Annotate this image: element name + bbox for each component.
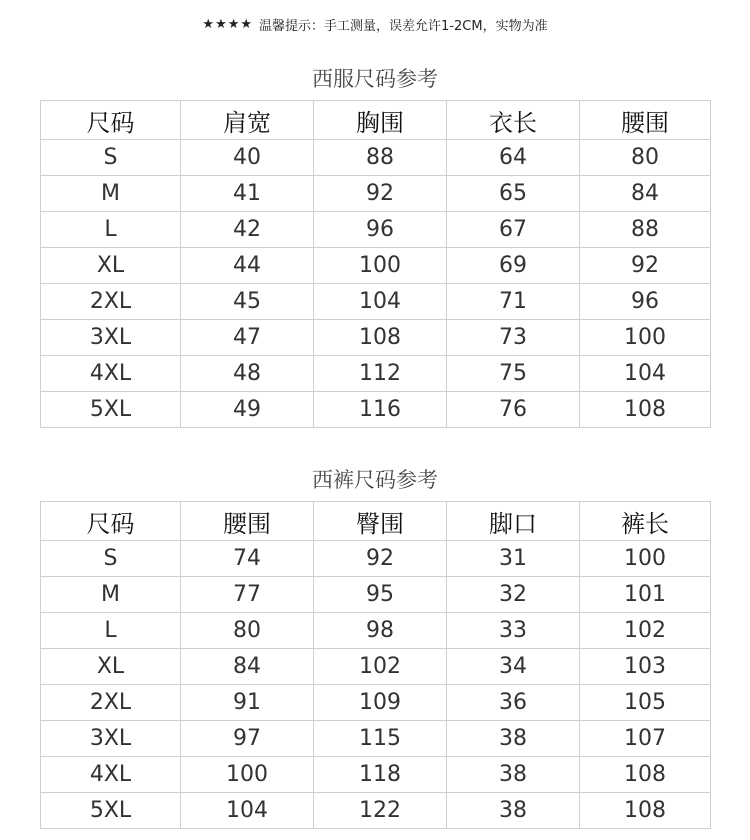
table-row <box>41 212 711 248</box>
measurement-cell: 65 <box>447 176 580 212</box>
size-label-cell: XL <box>41 649 181 685</box>
size-label-cell: 3XL <box>41 320 181 356</box>
table-row <box>41 176 711 212</box>
size-label-cell: 5XL <box>41 793 181 829</box>
header-cell: 尺码 <box>41 101 181 140</box>
measurement-cell: 47 <box>181 320 314 356</box>
measurement-cell: 48 <box>181 356 314 392</box>
measurement-cell: 38 <box>447 721 580 757</box>
measurement-cell: 74 <box>181 541 314 577</box>
size-label-cell: 5XL <box>41 392 181 428</box>
star-icons: ★★★★ <box>202 16 254 32</box>
header-cell: 腰围 <box>181 502 314 541</box>
size-label-cell: 4XL <box>41 356 181 392</box>
measurement-cell: 112 <box>314 356 447 392</box>
table-header-row <box>41 101 711 140</box>
measurement-cell: 102 <box>314 649 447 685</box>
measurement-cell: 42 <box>181 212 314 248</box>
size-label-cell: M <box>41 577 181 613</box>
measurement-cell: 100 <box>314 248 447 284</box>
pants-size-title: 西裤尺码参考 <box>312 468 438 492</box>
measurement-cell: 76 <box>447 392 580 428</box>
header-cell: 腰围 <box>580 101 711 140</box>
size-label-cell: L <box>41 613 181 649</box>
measurement-cell: 104 <box>181 793 314 829</box>
measurement-cell: 118 <box>314 757 447 793</box>
header-cell: 胸围 <box>314 101 447 140</box>
measurement-cell: 108 <box>580 757 711 793</box>
jacket-size-table <box>40 100 711 428</box>
measurement-cell: 88 <box>580 212 711 248</box>
measurement-cell: 100 <box>580 320 711 356</box>
measurement-cell: 80 <box>580 140 711 176</box>
measurement-cell: 96 <box>580 284 711 320</box>
measurement-cell: 33 <box>447 613 580 649</box>
measurement-cell: 109 <box>314 685 447 721</box>
measurement-cell: 108 <box>314 320 447 356</box>
measurement-cell: 100 <box>181 757 314 793</box>
table-row <box>41 793 711 829</box>
size-label-cell: 3XL <box>41 721 181 757</box>
measurement-cell: 67 <box>447 212 580 248</box>
measurement-cell: 91 <box>181 685 314 721</box>
measurement-cell: 107 <box>580 721 711 757</box>
jacket-table-body <box>41 140 711 428</box>
measurement-cell: 84 <box>181 649 314 685</box>
measurement-cell: 36 <box>447 685 580 721</box>
header-cell: 臀围 <box>314 502 447 541</box>
measurement-cell: 69 <box>447 248 580 284</box>
measurement-cell: 96 <box>314 212 447 248</box>
table-row <box>41 721 711 757</box>
measurement-cell: 92 <box>580 248 711 284</box>
table-row <box>41 248 711 284</box>
measurement-cell: 122 <box>314 793 447 829</box>
table-row <box>41 613 711 649</box>
measurement-cell: 64 <box>447 140 580 176</box>
size-label-cell: S <box>41 541 181 577</box>
pants-table-body <box>41 541 711 829</box>
measurement-cell: 101 <box>580 577 711 613</box>
measurement-cell: 88 <box>314 140 447 176</box>
measurement-cell: 44 <box>181 248 314 284</box>
size-label-cell: 2XL <box>41 685 181 721</box>
measurement-cell: 98 <box>314 613 447 649</box>
size-label-cell: XL <box>41 248 181 284</box>
measurement-cell: 40 <box>181 140 314 176</box>
measurement-cell: 75 <box>447 356 580 392</box>
header-cell: 肩宽 <box>181 101 314 140</box>
table-row <box>41 320 711 356</box>
measurement-cell: 77 <box>181 577 314 613</box>
measurement-cell: 32 <box>447 577 580 613</box>
measurement-cell: 104 <box>314 284 447 320</box>
measurement-notice <box>0 13 750 35</box>
header-cell: 脚口 <box>447 502 580 541</box>
measurement-cell: 92 <box>314 541 447 577</box>
header-cell: 尺码 <box>41 502 181 541</box>
table-header-row <box>41 502 711 541</box>
measurement-cell: 116 <box>314 392 447 428</box>
measurement-cell: 34 <box>447 649 580 685</box>
table-row <box>41 541 711 577</box>
pants-size-table <box>40 501 711 829</box>
measurement-cell: 84 <box>580 176 711 212</box>
measurement-cell: 115 <box>314 721 447 757</box>
size-label-cell: L <box>41 212 181 248</box>
measurement-cell: 38 <box>447 757 580 793</box>
measurement-cell: 31 <box>447 541 580 577</box>
measurement-cell: 108 <box>580 793 711 829</box>
notice-text: 温馨提示：手工测量，误差允许1-2CM，实物为准 <box>259 18 548 34</box>
table-row <box>41 577 711 613</box>
size-label-cell: 2XL <box>41 284 181 320</box>
measurement-cell: 104 <box>580 356 711 392</box>
jacket-size-title: 西服尺码参考 <box>312 67 438 91</box>
header-cell: 衣长 <box>447 101 580 140</box>
measurement-cell: 95 <box>314 577 447 613</box>
measurement-cell: 45 <box>181 284 314 320</box>
measurement-cell: 105 <box>580 685 711 721</box>
size-label-cell: 4XL <box>41 757 181 793</box>
measurement-cell: 80 <box>181 613 314 649</box>
table-row <box>41 140 711 176</box>
measurement-cell: 100 <box>580 541 711 577</box>
table-row <box>41 392 711 428</box>
measurement-cell: 108 <box>580 392 711 428</box>
table-row <box>41 649 711 685</box>
measurement-cell: 49 <box>181 392 314 428</box>
table-row <box>41 284 711 320</box>
measurement-cell: 103 <box>580 649 711 685</box>
header-cell: 裤长 <box>580 502 711 541</box>
table-row <box>41 685 711 721</box>
measurement-cell: 38 <box>447 793 580 829</box>
measurement-cell: 41 <box>181 176 314 212</box>
measurement-cell: 92 <box>314 176 447 212</box>
size-label-cell: M <box>41 176 181 212</box>
measurement-cell: 71 <box>447 284 580 320</box>
table-row <box>41 356 711 392</box>
measurement-cell: 102 <box>580 613 711 649</box>
measurement-cell: 73 <box>447 320 580 356</box>
table-row <box>41 757 711 793</box>
measurement-cell: 97 <box>181 721 314 757</box>
size-label-cell: S <box>41 140 181 176</box>
